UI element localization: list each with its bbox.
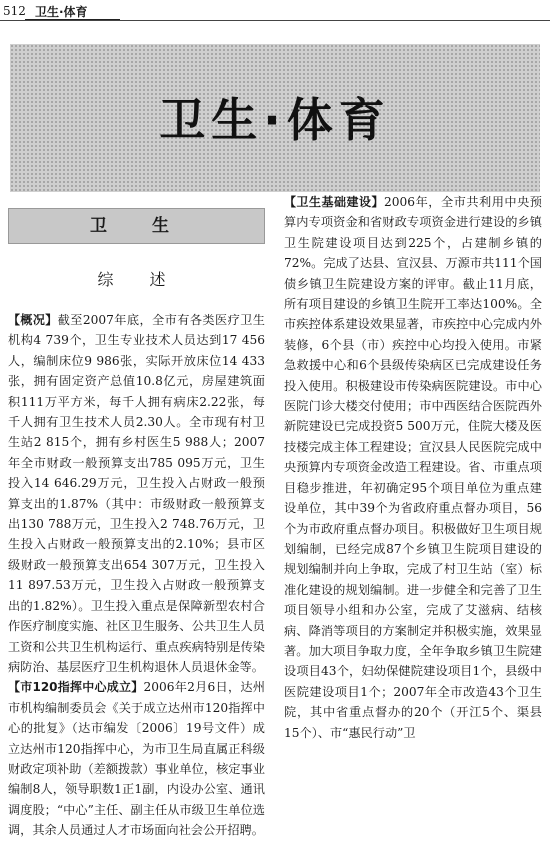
paragraph-120-center [8,677,265,840]
left-column [8,208,265,841]
running-head: 卫生·体育 [35,5,88,19]
chapter-banner [10,44,540,192]
paragraph-infrastructure [284,192,542,743]
paragraph-keyword: 【卫生基础建设】 [284,195,385,209]
chapter-title: 卫生·体育 [159,93,391,147]
paragraph-text: 2006年，全市共利用中央预算内专项资金和省财政专项资金进行建设的乡镇卫生院建设项目达到225个，占建制乡镇的72%。完成了达县、宣汉县、万源市共111个国债乡镇卫生院建设方案的评审。截止11月底，所有项目建设的乡镇卫生院开工率达100%。全市疾控体系建设效果显著，市疾控中心完成内外装修，6个县（市）疾控中心均投入使用。市紧急救援中心和6个县级传染病区已完成建设任务投入使用。积极建设市传染病医院建设。市中心医院门诊大楼交付使用；市中西医结合医院西外新院建设已完成投资5 500万元，住院大楼及医技楼完成主体工程建设；宣汉县人民医院完成中央预算内专项资金改造工程建设。省、市重点项目稳步推进，年初确定95个项目单位为重点建设单位，其中39个为省政府重点督办项目，56个为市政府重点督办项目。积极做好卫生项目规划编制，已经完成87个乡镇卫生院项目建设的规划编制并向上争取，完成了村卫生站（室）标准化建设的规划编制。进一步健全和完善了卫生项目领导小组和办公室，完成了艾滋病、结核病、降消等项目的方案制定并积极实施，效果显著。加大项目争取力度，全年争取乡镇卫生院建设项目43个，妇幼保健院建设项目1个，县级中医院建设项目1个；2007年全市改造43个卫生院，其中省重点督办的20个（开江5个、渠县15个）、市“惠民行动”卫 [284,195,542,740]
paragraph-text: 截至2007年底，全市有各类医疗卫生机构4 739个，卫生专业技术人员达到17 456人，编制床位9 986张，实际开放床位14 433张，拥有固定资产总值10.8亿元，房屋建筑面积111万平方米，每千人拥有病床2.22张，每千人拥有卫生技术人员2.30人。全市现有村卫生站2 815个，拥有乡村医生5 988人；2007年全市财政一般预算支出785 095万元，卫生投入14 646.29万元，卫生投入占财政一般预算支出的1.87%（其中：市级财政一般预算支出130 788万元，卫生投入2 748.76万元，卫生投入占财政一般预算支出的2.10%；县市区级财政一般预算支出654 307万元，卫生投入11 897.53万元，卫生投入占财政一般预算支出的1.82%）。卫生投入重点是保障新型农村合作医疗制度实施、社区卫生服务、公共卫生人员工资和公共卫生机构运行、重点疾病特别是传染病防治、基层医疗卫生机构退休人员退休金等。 [8,313,265,674]
header-rule [0,20,550,21]
paragraph-keyword: 【概况】 [8,313,58,327]
paragraph-overview [8,310,265,677]
subsection-title: 综 述 [97,270,176,289]
paragraph-text: 2006年2月6日，达州市机构编制委员会《关于成立达州市120指挥中心的批复》（达市编发〔2006〕19号文件）成立达州市120指挥中心，为市卫生局直属正科级财政定项补助（差额拨款）事业单位，核定事业编制8人，领导职数1正1副，内设办公室、通讯调度股；“中心”主任、副主任从市级卫生单位选调，其余人员通过人才市场面向社会公开招聘。 [8,680,265,838]
page-header [0,0,550,22]
right-column [284,192,542,743]
paragraph-keyword: 【市120指挥中心成立】 [8,680,144,695]
page-number: 512 [3,4,26,18]
section-title: 卫 生 [8,208,265,244]
